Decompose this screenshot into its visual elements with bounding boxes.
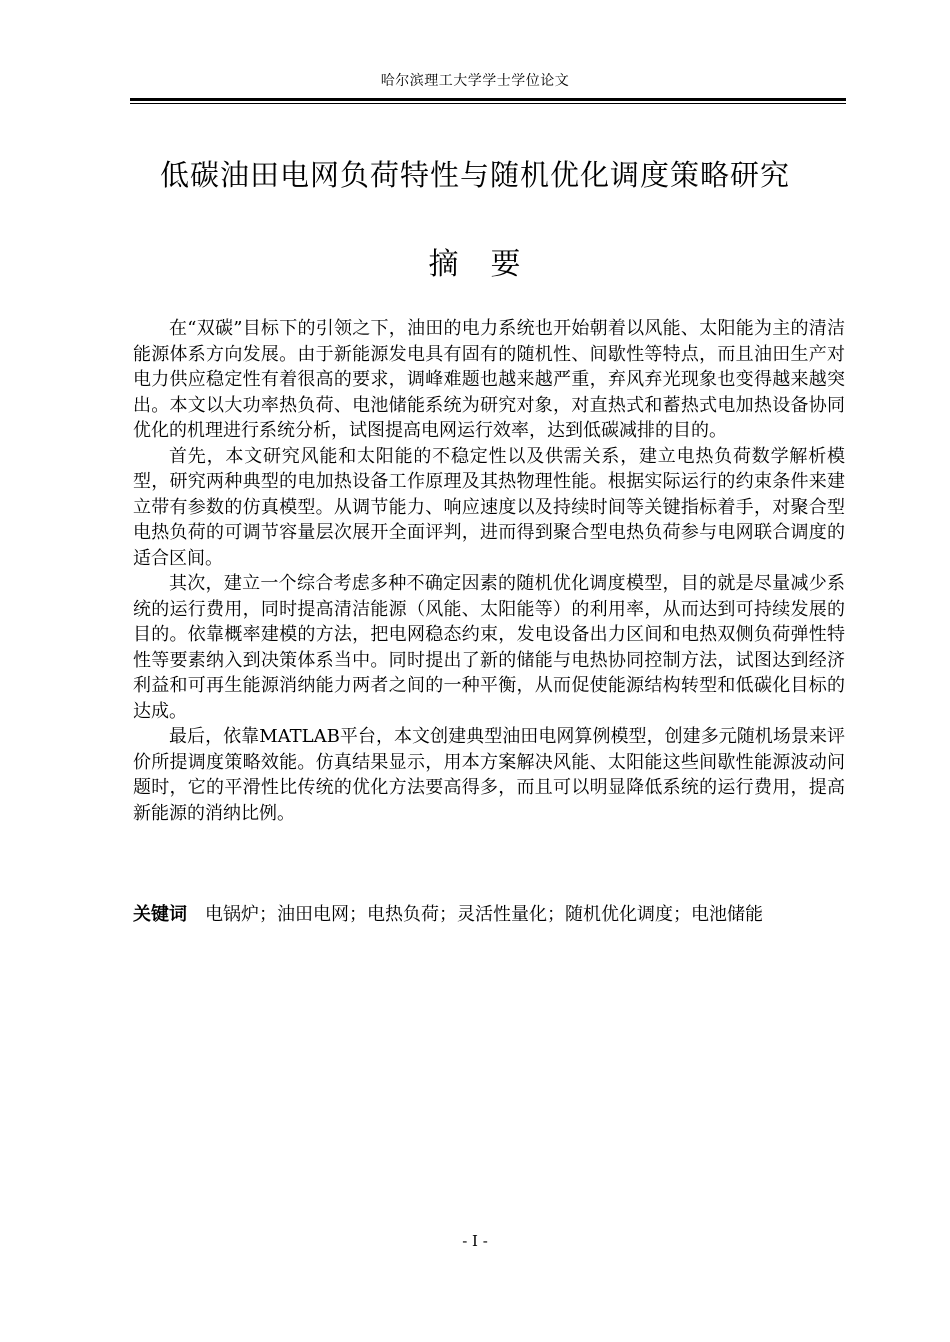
abstract-paragraph: 其次，建立一个综合考虑多种不确定因素的随机优化调度模型，目的就是尽量减少系统的运行费用，同时提高清洁能源（风能、太阳能等）的利用率，从而达到可持续发展的目的。依靠概率建模的方法，把电网稳态约束，发电设备出力区间和电热双侧负荷弹性特性等要素纳入到决策体系当中。同时提出了新的储能与电热协同控制方法，试图达到经济利益和可再生能源消纳能力两者之间的一种平衡，从而促使能源结构转型和低碳化目标的达成。: [133, 573, 845, 722]
running-header: 哈尔滨理工大学学士学位论文: [380, 73, 570, 89]
thesis-title: 低碳油田电网负荷特性与随机优化调度策略研究: [159, 158, 790, 192]
abstract-paragraph: 在“双碳”目标下的引领之下，油田的电力系统也开始朝着以风能、太阳能为主的清洁能源体系方向发展。由于新能源发电具有固有的随机性、间歇性等特点，而且油田生产对电力供应稳定性有着很高的要求，调峰难题也越来越严重，弃风弃光现象也变得越来越突出。本文以大功率热负荷、电池储能系统为研究对象，对直热式和蓄热式电加热设备协同优化的机理进行系统分析，试图提高电网运行效率，达到低碳减排的目的。: [133, 318, 845, 441]
page-number: - I -: [462, 1232, 488, 1250]
keywords-label: 关键词: [133, 904, 187, 925]
abstract-body: [133, 316, 845, 826]
keywords-list: 电锅炉；油田电网；电热负荷；灵活性量化；随机优化调度；电池储能: [205, 904, 763, 925]
abstract-paragraph: 最后，依靠MATLAB平台，本文创建典型油田电网算例模型，创建多元随机场景来评价所提调度策略效能。仿真结果显示，用本方案解决风能、太阳能这些间歇性能源波动问题时，它的平滑性比传统的优化方法要高得多，而且可以明显降低系统的运行费用，提高新能源的消纳比例。: [133, 726, 845, 824]
header-rule-thin: [130, 103, 846, 104]
abstract-heading: 摘 要: [428, 247, 522, 282]
keywords-section: [133, 902, 845, 928]
abstract-paragraph: 首先，本文研究风能和太阳能的不稳定性以及供需关系，建立电热负荷数学解析模型，研究两种典型的电加热设备工作原理及其热物理性能。根据实际运行的约束条件来建立带有参数的仿真模型。从调节能力、响应速度以及持续时间等关键指标着手，对聚合型电热负荷的可调节容量层次展开全面评判，进而得到聚合型电热负荷参与电网联合调度的适合区间。: [133, 445, 845, 569]
header-rule-thick: [130, 98, 846, 101]
